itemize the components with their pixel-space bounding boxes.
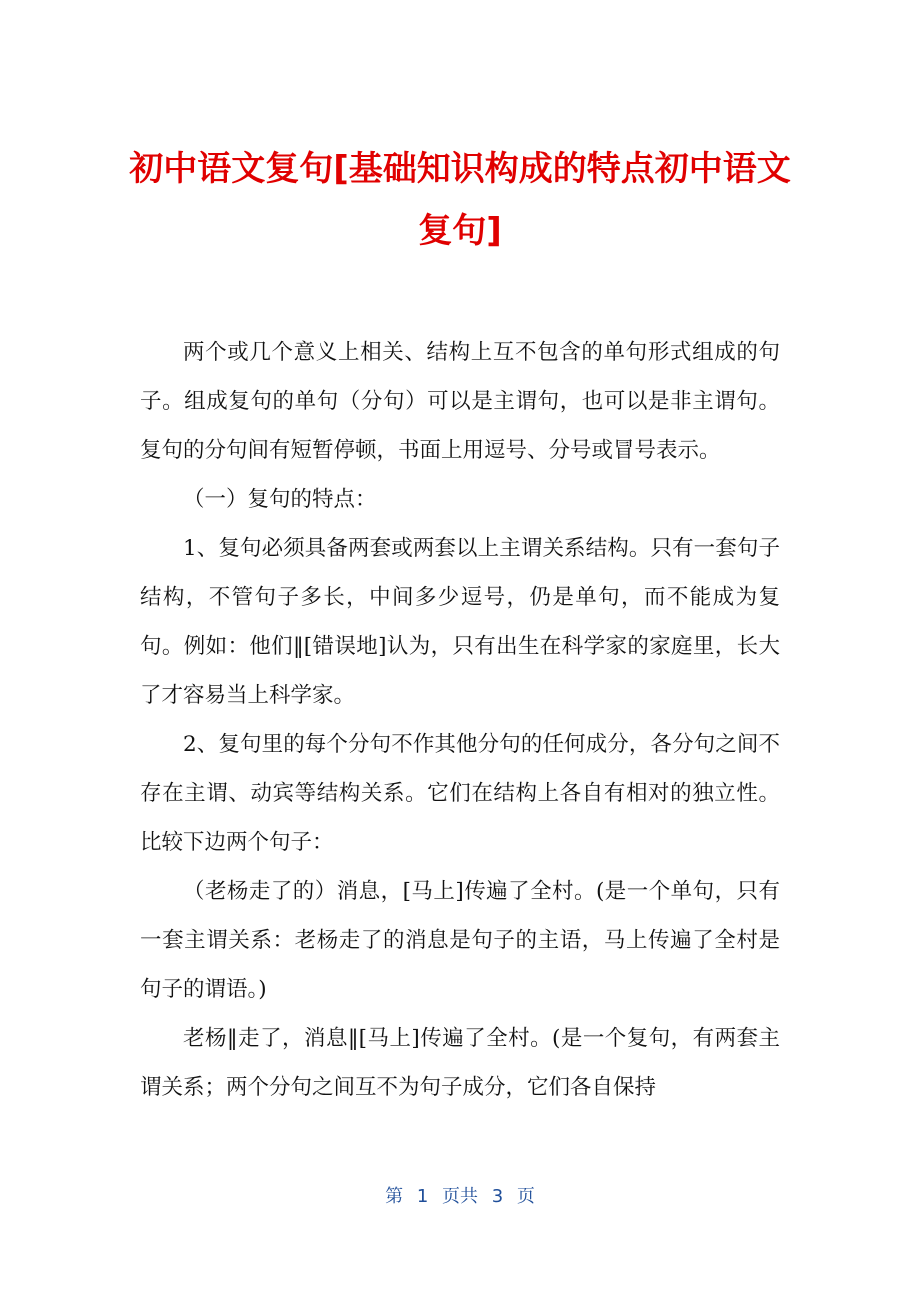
document-title: 初中语文复句[基础知识构成的特点初中语文复句] [129, 149, 791, 251]
paragraph-point-2: 2、复句里的每个分句不作其他分句的任何成分，各分句之间不存在主谓、动宾等结构关系。它们在结构上各自有相对的独立性。比较下边两个句子： [140, 732, 780, 855]
section-heading: （一）复句的特点： [183, 487, 377, 512]
paragraph-example-1: （老杨走了的）消息，[马上]传遍了全村。(是一个单句，只有一套主谓关系：老杨走了的消息是句子的主语，马上传遍了全村是句子的谓语。) [140, 879, 780, 1002]
paragraph-definition: 两个或几个意义上相关、结构上互不包含的单句形式组成的句子。组成复句的单句（分句）可以是主谓句，也可以是非主谓句。复句的分句间有短暂停顿，书面上用逗号、分号或冒号表示。 [140, 340, 780, 463]
paragraph-point-1: 1、复句必须具备两套或两套以上主谓关系结构。只有一套句子结构，不管句子多长，中间多少逗号，仍是单句，而不能成为复句。例如：他们‖[错误地]认为，只有出生在科学家的家庭里，长大了才容易当上科学家。 [140, 536, 780, 708]
page-number-label: 第 1 页共 3 页 [385, 1186, 535, 1207]
document-body [140, 328, 780, 1112]
paragraph-example-2: 老杨‖走了，消息‖[马上]传遍了全村。(是一个复句，有两套主谓关系；两个分句之间互不为句子成分，它们各自保持 [140, 1026, 780, 1100]
page-footer [0, 1182, 920, 1212]
